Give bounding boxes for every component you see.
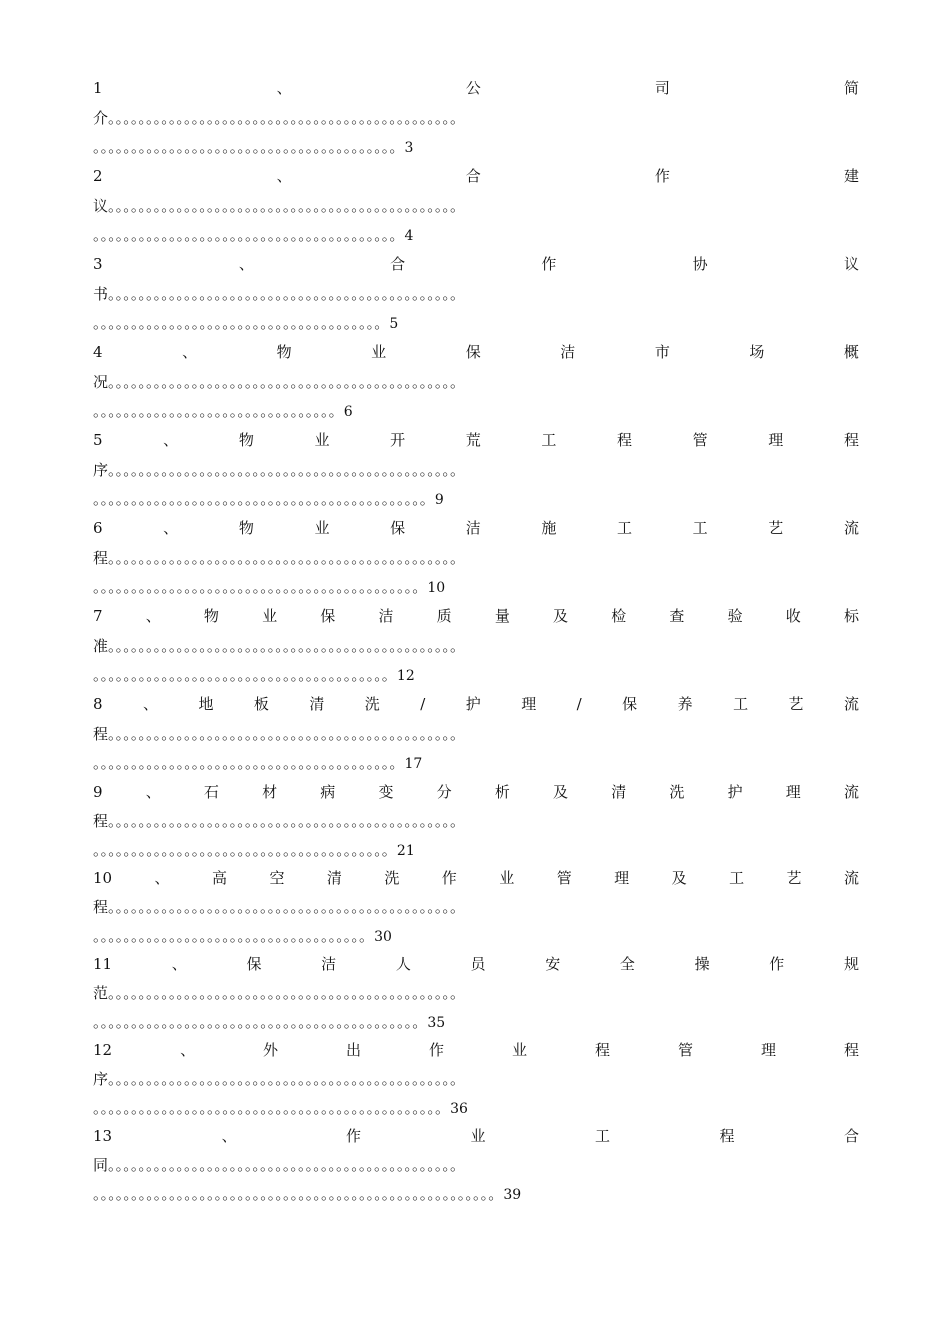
toc-entry-leader-dots: 。。。。。。。。。。。。。。。。。。。。。。。。。。。。。。。。。。。。。。。。。。。。。。 bbox=[108, 549, 466, 567]
toc-entry-title-char: 操 bbox=[694, 955, 710, 973]
toc-entry-title-last-char: 序 bbox=[93, 1070, 109, 1088]
toc-entry-title-char: 洁 bbox=[378, 607, 394, 625]
toc-entry-page-line bbox=[93, 1008, 859, 1037]
toc-entry-number: 11 bbox=[93, 955, 113, 973]
toc-entry[interactable] bbox=[93, 250, 859, 338]
toc-entry-heading bbox=[93, 1036, 859, 1065]
toc-entry-title-char: 合 bbox=[843, 1127, 859, 1145]
toc-entry[interactable] bbox=[93, 1122, 859, 1208]
toc-entry-title-char: 及 bbox=[553, 607, 569, 625]
toc-entry-leader-dots: 。。。。。。。。。。。。。。。。。。。。。。。。。。。。。。。。。。。。。。。 bbox=[93, 840, 397, 859]
toc-entry-title-char: 工 bbox=[541, 431, 557, 449]
toc-entry-title-char: 程 bbox=[617, 431, 633, 449]
toc-entry-number: 8 bbox=[93, 695, 103, 713]
toc-entry-title-char: 护 bbox=[727, 783, 743, 801]
toc-entry-title-char: 及 bbox=[553, 783, 569, 801]
toc-entry-page-number: 36 bbox=[450, 1100, 468, 1117]
toc-entry[interactable] bbox=[93, 778, 859, 864]
toc-entry-title-char: 病 bbox=[320, 783, 336, 801]
toc-entry-separator: 、 bbox=[180, 1041, 196, 1059]
toc-entry-leader-line bbox=[93, 192, 859, 221]
toc-entry-title-char: 洗 bbox=[669, 783, 685, 801]
toc-entry-title-char: / bbox=[420, 695, 426, 713]
toc-entry-title-char: 石 bbox=[203, 783, 219, 801]
toc-entry-title-char: 及 bbox=[671, 869, 687, 887]
toc-entry-heading bbox=[93, 950, 859, 979]
toc-entry[interactable] bbox=[93, 690, 859, 778]
toc-entry-leader-dots: 。。。。。。。。。。。。。。。。。。。。。。。。。。。。。。。。。。。。。。。。。。。。。。。。。。。。。 bbox=[93, 1184, 504, 1203]
toc-entry-title-char: 保 bbox=[320, 607, 336, 625]
toc-entry-title-char: 外 bbox=[263, 1041, 279, 1059]
toc-entry-separator: 、 bbox=[145, 607, 161, 625]
toc-entry-title-char: 作 bbox=[769, 955, 785, 973]
toc-entry-heading bbox=[93, 514, 859, 544]
toc-entry-title-char: 检 bbox=[611, 607, 627, 625]
toc-entry-title-char: 合 bbox=[390, 255, 406, 273]
toc-entry-title-char: 市 bbox=[654, 343, 670, 361]
toc-entry-separator: 、 bbox=[142, 695, 158, 713]
toc-entry-title-char: 理 bbox=[521, 695, 537, 713]
toc-entry-title-char: 理 bbox=[760, 1041, 776, 1059]
toc-entry-title-char: 作 bbox=[441, 869, 457, 887]
toc-entry-leader-dots: 。。。。。。。。。。。。。。。。。。。。。。。。。。。。。。。。。。。。。。。。。。。。。。 bbox=[108, 637, 466, 655]
toc-entry-title-last-char: 同 bbox=[93, 1156, 109, 1174]
toc-entry-title-char: 作 bbox=[346, 1127, 362, 1145]
toc-entry-number: 6 bbox=[93, 519, 103, 537]
toc-entry-number: 9 bbox=[93, 783, 103, 801]
toc-entry-leader-dots: 。。。。。。。。。。。。。。。。。。。。。。。。。。。。。。。。。。。。。。。 bbox=[93, 666, 397, 684]
toc-entry-page-number: 5 bbox=[389, 316, 399, 332]
toc-entry-leader-line bbox=[93, 807, 859, 836]
toc-entry-leader-dots: 。。。。。。。。。。。。。。。。。。。。。。。。。。。。。。。。。。。。。。。。。。。。。。 bbox=[108, 898, 466, 916]
toc-entry-title-char: 洗 bbox=[384, 869, 400, 887]
toc-entry-title-char: 工 bbox=[729, 869, 745, 887]
toc-entry-number: 5 bbox=[93, 431, 103, 449]
toc-entry-leader-line bbox=[93, 979, 859, 1008]
toc-entry-leader-line bbox=[93, 1151, 859, 1180]
toc-entry-page-number: 4 bbox=[404, 228, 414, 244]
toc-entry-title-char: 业 bbox=[314, 431, 330, 449]
toc-entry[interactable] bbox=[93, 602, 859, 690]
toc-entry-leader-dots: 。。。。。。。。。。。。。。。。。。。。。。。。。。。。。。。。。。。。。。 bbox=[93, 314, 390, 332]
toc-entry-page-line bbox=[93, 1094, 859, 1123]
toc-entry-title-char: 流 bbox=[843, 869, 859, 887]
toc-entry-title-char: 保 bbox=[246, 955, 262, 973]
toc-entry-title-char: 保 bbox=[622, 695, 638, 713]
toc-entry-leader-dots: 。。。。。。。。。。。。。。。。。。。。。。。。。。。。。。。。。。。。。。。。 bbox=[93, 226, 405, 244]
toc-entry-title-char: 作 bbox=[429, 1041, 445, 1059]
toc-entry-separator: 、 bbox=[163, 431, 179, 449]
toc-entry-page-number: 9 bbox=[434, 492, 444, 508]
toc-entry[interactable] bbox=[93, 162, 859, 250]
toc-entry-page-number: 3 bbox=[404, 140, 414, 156]
toc-entry-separator: 、 bbox=[163, 519, 179, 537]
toc-entry-heading bbox=[93, 74, 859, 104]
toc-entry-leader-dots: 。。。。。。。。。。。。。。。。。。。。。。。。。。。。。。。。。。。。。。。。。。。。。。 bbox=[108, 1156, 466, 1174]
toc-entry-leader-line bbox=[93, 544, 859, 573]
toc-entry-title-char: 艺 bbox=[786, 869, 802, 887]
toc-entry-heading bbox=[93, 250, 859, 280]
toc-entry-title-char: 规 bbox=[843, 955, 859, 973]
toc-entry-leader-dots: 。。。。。。。。。。。。。。。。。。。。。。。。。。。。。。。。 bbox=[93, 402, 344, 420]
toc-entry-title-char: 标 bbox=[843, 607, 859, 625]
toc-entry-heading bbox=[93, 162, 859, 192]
toc-entry-title-char: 司 bbox=[654, 79, 670, 97]
toc-entry-leader-line bbox=[93, 456, 859, 485]
toc-entry-title-last-char: 书 bbox=[93, 285, 109, 303]
toc-entry-number: 1 bbox=[93, 79, 103, 97]
toc-entry-page-number: 35 bbox=[427, 1014, 446, 1031]
toc-entry-title-char: 高 bbox=[211, 869, 227, 887]
toc-entry-title-char: 简 bbox=[843, 79, 859, 97]
toc-entry-title-char: 员 bbox=[470, 955, 486, 973]
toc-entry-leader-dots: 。。。。。。。。。。。。。。。。。。。。。。。。。。。。。。。。。。。。。。。。 bbox=[93, 754, 405, 772]
toc-entry-leader-line bbox=[93, 280, 859, 309]
toc-entry-title-last-char: 介 bbox=[93, 109, 109, 127]
toc-entry-title-char: 量 bbox=[494, 607, 510, 625]
toc-entry-number: 12 bbox=[93, 1041, 113, 1059]
toc-entry-leader-dots: 。。。。。。。。。。。。。。。。。。。。。。。。。。。。。。。。。。。。 bbox=[93, 926, 375, 945]
toc-entry[interactable] bbox=[93, 950, 859, 1036]
toc-entry-title-char: 艺 bbox=[788, 695, 804, 713]
toc-entry-title-char: 材 bbox=[262, 783, 278, 801]
toc-entry-title-last-char: 程 bbox=[93, 725, 109, 743]
toc-entry[interactable] bbox=[93, 338, 859, 426]
toc-entry-heading bbox=[93, 690, 859, 720]
toc-entry-page-line bbox=[93, 309, 859, 338]
toc-entry-title-char: 业 bbox=[262, 607, 278, 625]
table-of-contents bbox=[93, 74, 859, 1208]
toc-entry-leader-dots: 。。。。。。。。。。。。。。。。。。。。。。。。。。。。。。。。。。。。。。。。。。。。。。 bbox=[108, 285, 466, 303]
toc-entry-title-char: 保 bbox=[390, 519, 406, 537]
toc-entry-title-char: 物 bbox=[203, 607, 219, 625]
toc-entry-title-char: 洁 bbox=[465, 519, 481, 537]
toc-entry-title-char: 板 bbox=[253, 695, 269, 713]
toc-entry-title-char: 业 bbox=[371, 343, 387, 361]
toc-entry-title-last-char: 范 bbox=[93, 984, 109, 1002]
toc-entry-title-char: 工 bbox=[733, 695, 749, 713]
toc-entry-title-last-char: 程 bbox=[93, 812, 109, 830]
toc-entry-title-last-char: 程 bbox=[93, 898, 109, 916]
toc-entry-title-char: 洁 bbox=[560, 343, 576, 361]
toc-entry-title-char: 保 bbox=[465, 343, 481, 361]
toc-entry-separator: 、 bbox=[276, 79, 292, 97]
toc-entry-title-char: 业 bbox=[499, 869, 515, 887]
toc-entry-leader-line bbox=[93, 632, 859, 661]
toc-entry-leader-line bbox=[93, 368, 859, 397]
toc-entry-number: 10 bbox=[93, 869, 113, 887]
toc-entry-title-char: 清 bbox=[326, 869, 342, 887]
toc-entry-number: 13 bbox=[93, 1127, 113, 1145]
toc-entry-title-char: 清 bbox=[309, 695, 325, 713]
toc-entry-title-char: 管 bbox=[677, 1041, 693, 1059]
toc-entry-title-char: 物 bbox=[238, 519, 254, 537]
toc-entry-heading bbox=[93, 864, 859, 893]
toc-entry-title-char: 开 bbox=[390, 431, 406, 449]
toc-entry-title-last-char: 程 bbox=[93, 549, 109, 567]
toc-entry-heading bbox=[93, 602, 859, 632]
toc-entry-title-char: 清 bbox=[611, 783, 627, 801]
toc-entry-page-number: 10 bbox=[427, 580, 446, 596]
toc-entry-leader-line bbox=[93, 893, 859, 922]
toc-entry-leader-line bbox=[93, 720, 859, 749]
toc-entry-title-char: 地 bbox=[198, 695, 214, 713]
toc-entry-title-char: 程 bbox=[843, 431, 859, 449]
toc-entry-title-char: 验 bbox=[727, 607, 743, 625]
toc-entry-leader-dots: 。。。。。。。。。。。。。。。。。。。。。。。。。。。。。。。。。。。。。。。。。。。。 bbox=[93, 490, 435, 508]
toc-entry-number: 2 bbox=[93, 167, 103, 185]
toc-entry-title-char: 程 bbox=[719, 1127, 735, 1145]
toc-entry-title-char: 合 bbox=[465, 167, 481, 185]
toc-entry-title-char: 全 bbox=[619, 955, 635, 973]
toc-entry-title-char: 程 bbox=[843, 1041, 859, 1059]
toc-entry-leader-dots: 。。。。。。。。。。。。。。。。。。。。。。。。。。。。。。。。。。。。。。。。 bbox=[93, 138, 405, 156]
toc-entry-title-char: 作 bbox=[541, 255, 557, 273]
toc-entry-leader-dots: 。。。。。。。。。。。。。。。。。。。。。。。。。。。。。。。。。。。。。。。。。。。。。。 bbox=[108, 725, 466, 743]
toc-entry-title-char: 流 bbox=[843, 519, 859, 537]
toc-entry-title-char: 议 bbox=[843, 255, 859, 273]
toc-entry-page-number: 30 bbox=[374, 928, 392, 945]
toc-entry-page-line bbox=[93, 485, 859, 514]
toc-entry-page-line bbox=[93, 573, 859, 602]
toc-entry-title-char: 艺 bbox=[768, 519, 784, 537]
toc-entry-page-number: 17 bbox=[404, 756, 423, 772]
toc-entry-leader-line bbox=[93, 1065, 859, 1094]
toc-entry-title-char: 物 bbox=[238, 431, 254, 449]
toc-entry-leader-line bbox=[93, 104, 859, 133]
toc-entry-separator: 、 bbox=[221, 1127, 237, 1145]
toc-entry-title-char: 作 bbox=[654, 167, 670, 185]
toc-entry-title-last-char: 况 bbox=[93, 373, 109, 391]
toc-entry-title-char: 流 bbox=[843, 695, 859, 713]
toc-entry-title-char: 协 bbox=[692, 255, 708, 273]
toc-entry-title-char: 析 bbox=[494, 783, 510, 801]
toc-entry-leader-dots: 。。。。。。。。。。。。。。。。。。。。。。。。。。。。。。。。。。。。。。。。。。。。。。 bbox=[108, 109, 466, 127]
toc-entry-title-char: 出 bbox=[346, 1041, 362, 1059]
toc-entry-title-char: 查 bbox=[669, 607, 685, 625]
toc-entry-title-char: 洗 bbox=[364, 695, 380, 713]
toc-entry-title-char: 人 bbox=[395, 955, 411, 973]
toc-entry-number: 4 bbox=[93, 343, 103, 361]
toc-entry-number: 7 bbox=[93, 607, 103, 625]
toc-entry-page-line bbox=[93, 922, 859, 951]
toc-entry-page-number: 12 bbox=[396, 668, 415, 684]
toc-entry-separator: 、 bbox=[145, 783, 161, 801]
toc-entry-title-char: 理 bbox=[614, 869, 630, 887]
toc-entry-page-number: 6 bbox=[343, 404, 353, 420]
toc-entry-title-char: 理 bbox=[785, 783, 801, 801]
toc-entry-title-char: / bbox=[576, 695, 582, 713]
toc-entry-title-char: 概 bbox=[843, 343, 859, 361]
toc-entry-page-line bbox=[93, 749, 859, 778]
toc-entry-title-char: 程 bbox=[594, 1041, 610, 1059]
toc-entry-heading bbox=[93, 1122, 859, 1151]
toc-entry-title-char: 管 bbox=[556, 869, 572, 887]
toc-entry-title-char: 施 bbox=[541, 519, 557, 537]
toc-entry-heading bbox=[93, 338, 859, 368]
toc-entry-leader-dots: 。。。。。。。。。。。。。。。。。。。。。。。。。。。。。。。。。。。。。。。。。。。。。。 bbox=[108, 373, 466, 391]
toc-entry-title-char: 业 bbox=[470, 1127, 486, 1145]
toc-entry-title-char: 养 bbox=[677, 695, 693, 713]
toc-entry-title-char: 工 bbox=[595, 1127, 611, 1145]
toc-entry-title-char: 变 bbox=[378, 783, 394, 801]
toc-entry-leader-dots: 。。。。。。。。。。。。。。。。。。。。。。。。。。。。。。。。。。。。。。。。。。。 bbox=[93, 578, 428, 596]
toc-entry-separator: 、 bbox=[182, 343, 198, 361]
toc-entry-page-number: 39 bbox=[503, 1186, 522, 1203]
toc-entry-separator: 、 bbox=[154, 869, 170, 887]
toc-entry-title-char: 洁 bbox=[321, 955, 337, 973]
toc-entry-title-char: 物 bbox=[276, 343, 292, 361]
toc-entry-leader-dots: 。。。。。。。。。。。。。。。。。。。。。。。。。。。。。。。。。。。。。。。。。。。。。。 bbox=[93, 1098, 451, 1117]
toc-entry-title-char: 理 bbox=[768, 431, 784, 449]
toc-entry-separator: 、 bbox=[276, 167, 292, 185]
toc-entry[interactable] bbox=[93, 514, 859, 602]
toc-entry-page-line bbox=[93, 397, 859, 426]
toc-entry-title-last-char: 序 bbox=[93, 461, 109, 479]
toc-entry-page-number: 21 bbox=[396, 842, 415, 859]
toc-entry-leader-dots: 。。。。。。。。。。。。。。。。。。。。。。。。。。。。。。。。。。。。。。。。。。。 bbox=[93, 1012, 428, 1031]
toc-entry-leader-dots: 。。。。。。。。。。。。。。。。。。。。。。。。。。。。。。。。。。。。。。。。。。。。。。 bbox=[108, 461, 466, 479]
toc-entry-leader-dots: 。。。。。。。。。。。。。。。。。。。。。。。。。。。。。。。。。。。。。。。。。。。。。。 bbox=[108, 812, 466, 830]
toc-entry-leader-dots: 。。。。。。。。。。。。。。。。。。。。。。。。。。。。。。。。。。。。。。。。。。。。。。 bbox=[108, 197, 466, 215]
toc-entry-heading bbox=[93, 426, 859, 456]
toc-entry-page-line bbox=[93, 661, 859, 690]
toc-entry[interactable] bbox=[93, 864, 859, 950]
toc-entry-title-char: 场 bbox=[749, 343, 765, 361]
toc-entry-title-char: 空 bbox=[269, 869, 285, 887]
toc-entry-page-line bbox=[93, 221, 859, 250]
toc-entry[interactable] bbox=[93, 426, 859, 514]
toc-entry-page-line bbox=[93, 133, 859, 162]
toc-entry-leader-dots: 。。。。。。。。。。。。。。。。。。。。。。。。。。。。。。。。。。。。。。。。。。。。。。 bbox=[108, 984, 466, 1002]
toc-entry-title-char: 工 bbox=[617, 519, 633, 537]
toc-entry-heading bbox=[93, 778, 859, 807]
toc-entry-title-char: 业 bbox=[512, 1041, 528, 1059]
toc-entry-page-line bbox=[93, 1180, 859, 1209]
toc-entry-number: 3 bbox=[93, 255, 103, 273]
toc-entry-title-char: 荒 bbox=[465, 431, 481, 449]
toc-entry-title-char: 建 bbox=[843, 167, 859, 185]
toc-entry-page-line bbox=[93, 836, 859, 865]
toc-entry-title-char: 质 bbox=[436, 607, 452, 625]
toc-entry-title-last-char: 准 bbox=[93, 637, 109, 655]
toc-entry-title-char: 护 bbox=[465, 695, 481, 713]
toc-entry[interactable] bbox=[93, 1036, 859, 1122]
toc-entry-title-char: 管 bbox=[692, 431, 708, 449]
toc-entry[interactable] bbox=[93, 74, 859, 162]
toc-entry-separator: 、 bbox=[238, 255, 254, 273]
toc-entry-title-char: 安 bbox=[545, 955, 561, 973]
toc-entry-separator: 、 bbox=[171, 955, 187, 973]
toc-entry-title-last-char: 议 bbox=[93, 197, 109, 215]
toc-entry-title-char: 工 bbox=[692, 519, 708, 537]
toc-entry-leader-dots: 。。。。。。。。。。。。。。。。。。。。。。。。。。。。。。。。。。。。。。。。。。。。。。 bbox=[108, 1070, 466, 1088]
toc-entry-title-char: 分 bbox=[436, 783, 452, 801]
toc-entry-title-char: 公 bbox=[465, 79, 481, 97]
toc-entry-title-char: 收 bbox=[785, 607, 801, 625]
toc-entry-title-char: 流 bbox=[843, 783, 859, 801]
toc-entry-title-char: 业 bbox=[314, 519, 330, 537]
